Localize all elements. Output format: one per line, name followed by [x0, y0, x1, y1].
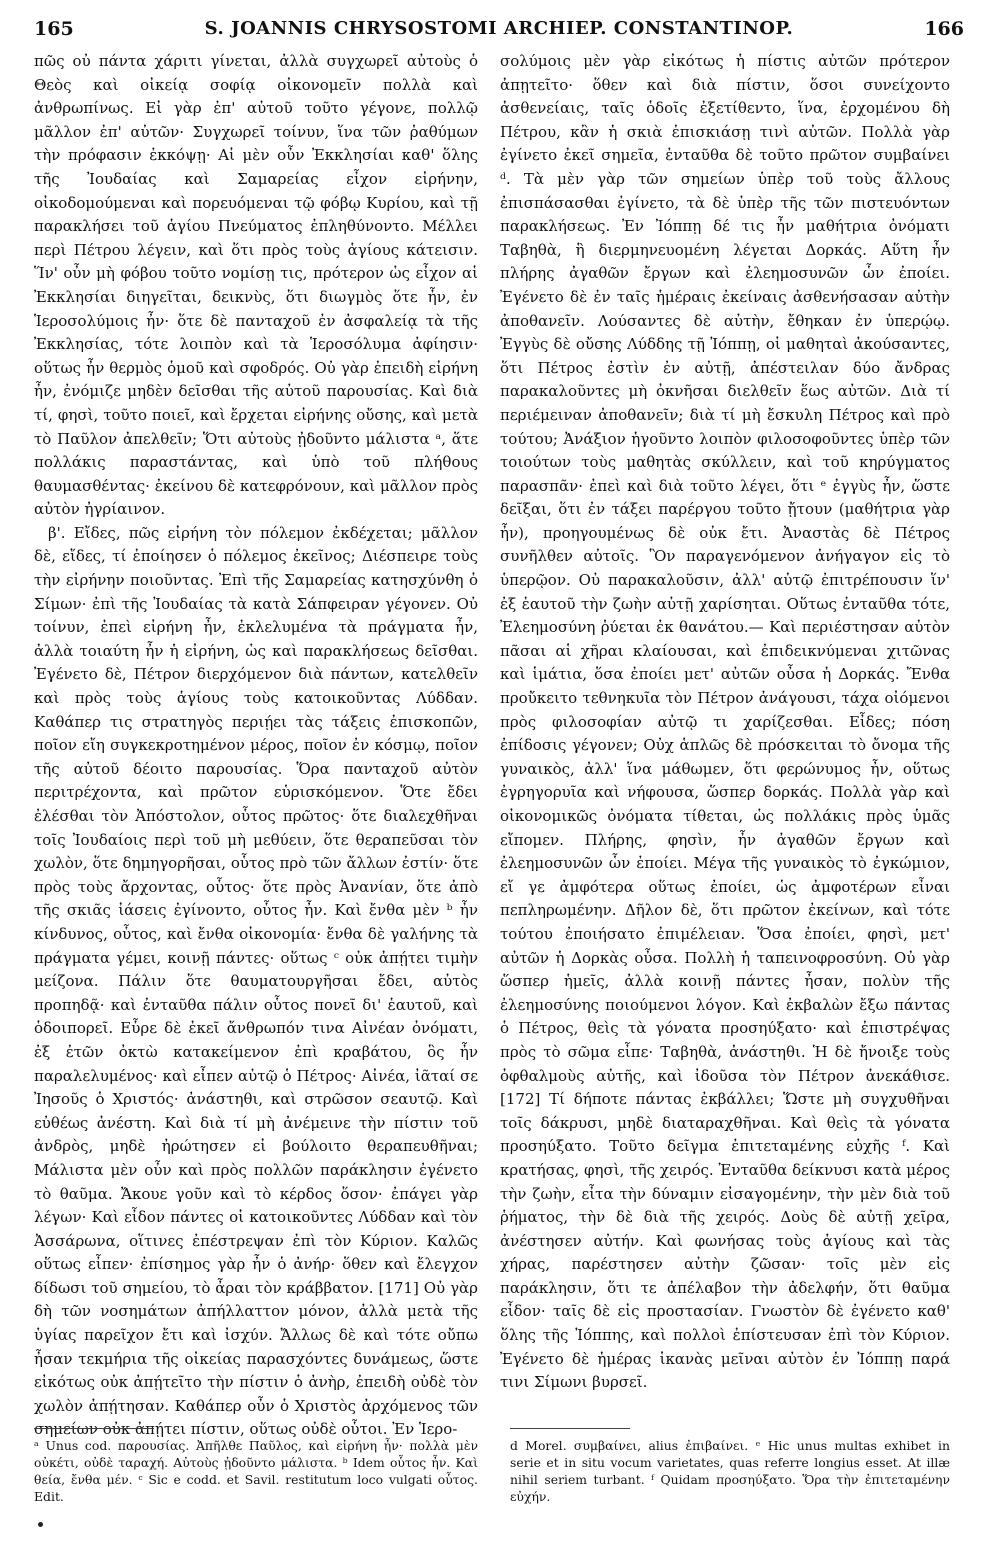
page-number-right: 166: [924, 18, 964, 40]
left-paragraph-2: β'. Εἴδες, πῶς εἰρήνη τὸν πόλεμον ἐκδέχεται; μᾶλλον δὲ, εἴδες, τί ἐποίησεν ὁ πόλεμος ἐκεῖνος; Διέσπειρε τοὺς τὴν εἰρήνην ποιοῦντας. Ἐπὶ τῆς Σαμαρείας κατησχύνθη ὁ Σίμων· ἐπὶ τῆς Ἰουδαίας τὰ κατὰ Σάπφειραν γέγονεν. Οὐ τοίνυν, ἐπεὶ εἰρήνη ἦν, ἐκλελυμένα τὰ πράγματα ἦν, ἀλλὰ τοιαύτη ἦν ἡ εἰρήνη, ὡς καὶ παρακλήσεως δεῖσθαι. Ἐγένετο δὲ, Πέτρον διερχόμενον διὰ πάντων, κατελθεῖν καὶ πρὸς τοὺς ἁγίους τοὺς κατοικοῦντας Λύδδαν. Καθάπερ τις στρατηγὸς περιῄει τὰς τάξεις ἐπισκοπῶν, ποῖον εἴη συγκεκροτημένον μέρος, ποῖον ἐν κόσμῳ, ποῖον τῆς αὐτοῦ δέοιτο παρουσίας. Ὅρα πανταχοῦ αὐτὸν περιτρέχοντα, καὶ πρῶτον εὑρισκόμενον. Ὅτε ἔδει ἐλέσθαι τὸν Ἀπόστολον, οὗτος πρῶτος· ὅτε διαλεχθῆναι τοῖς Ἰουδαίοις περὶ τοῦ μὴ μεθύειν, ὅτε θεραπεῦσαι τὸν χωλὸν, ὅτε δημηγορῆσαι, οὗτος πρὸ τῶν ἄλλων ἐστίν· ὅτε πρὸς τοὺς ἄρχοντας, οὗτος· ὅτε πρὸς Ἀνανίαν, ὅτε ἀπὸ τῆς σκιᾶς ἰάσεις ἐγίνοντο, οὗτος ἦν. Καὶ ἔνθα μὲν ᵇ ἦν κίνδυνος, οὗτος, καὶ ἔνθα οἰκονομία· ἔνθα δὲ γαλήνης τὰ πράγματα γέμει, κοινῇ πάντες· οὕτως ᶜ οὐκ ἀπῄτει τιμὴν μείζονα. Πάλιν ὅτε θαυματουργῆσαι ἔδει, αὐτὸς προπηδᾷ· καὶ ἐνταῦθα πάλιν οὗτος πονεῖ δι' ἑαυτοῦ, καὶ ὁδοιπορεῖ. Εὗρε δὲ ἐκεῖ ἄνθρωπόν τινα Αἰνέαν ὀνόματι, ἐξ ἐτῶν ὀκτὼ κατακείμενον ἐπὶ κραβάτου, ὃς ἦν παραλελυμένος· καὶ εἶπεν αὐτῷ ὁ Πέτρος· Αἰνέα, ἰᾶταί σε Ἰησοῦς ὁ Χριστός· ἀνάστηθι, καὶ στρῶσον σεαυτῷ. Καὶ εὐθέως ἀνέστη. Καὶ διὰ τί μὴ ἀνέμεινε τὴν πίστιν τοῦ ἀνδρὸς, μηδὲ ἠρώτησεν εἰ βούλοιτο θεραπευθῆναι; Μάλιστα μὲν οὖν καὶ πρὸς πολλῶν παράκλησιν ἐγένετο τὸ θαῦμα. Ἄκουε γοῦν καὶ τὸ κέρδος ὅσον· ἐπάγει γὰρ λέγων· Καὶ εἶδον πάντες οἱ κατοικοῦντες Λύδδαν καὶ τὸν Ἀσσάρωνα, οἵτινες ἐπέστρεψαν ἐπὶ τὸν Κύριον. Καλῶς οὕτως εἶπεν· ἐπίσημος γὰρ ἦν ὁ ἀνήρ· ὅθεν καὶ ἔλεγχον δίδωσι τοῦ σημείου, τὸ ἆραι τὸν κράββατον. [171] Οὐ γὰρ δὴ τῶν νοσημάτων ἀπήλλαττον μόνον, ἀλλὰ μετὰ τῆς ὑγίας παρεῖχον ἔτι καὶ ἰσχύν. Ἄλλως δὲ καὶ τότε οὔπω ἦσαν τεκμήρια τῆς οἰκείας παρασχόντες δυνάμεως, ὥστε εἰκότως οὐκ ἀπῄτεῖτο τὴν πίστιν ὁ ἀνὴρ, ἐπειδὴ οὐδὲ τὸν χωλὸν ἀπῄτησαν. Καθάπερ οὖν ὁ Χριστὸς ἀρχόμενος τῶν σημείων οὐκ ἀπῄτει πίστιν, οὕτως οὐδὲ οὗτοι. Ἐν Ἱερο-: [34, 523, 478, 1439]
footnote-rule-left: [34, 1428, 154, 1429]
margin-dot: [38, 1522, 43, 1527]
left-column: [34, 50, 478, 1442]
footnotes-left: ᵃ Unus cod. παρουσίας. Ἀπῆλθε Παῦλος, καὶ εἰρήνη ἦν· πολλὰ μὲν οὐκέτι, οὐδὲ ταραχή. Αὐτοὺς ᾐδοῦντο μάλιστα. ᵇ Idem οὗτος ἦν. Καὶ θεία, ἔνθα μέν. ᶜ Sic e codd. et Savil. restitutum loco vulgati οὗτος. Edit.: [34, 1438, 478, 1504]
right-paragraph-1: σολύμοις μὲν γὰρ εἰκότως ἡ πίστις αὐτῶν πρότερον ἀπῃτεῖτο· ὅθεν καὶ διὰ πίστιν, ὅσοι συνείχοντο ἀσθενείαις, ταῖς ὁδοῖς ἐξετίθεντο, ἵνα, ἐρχομένου δὴ Πέτρου, κἂν ἡ σκιὰ ἐπισκιάσῃ τινὶ αὐτῶν. Πολλὰ γὰρ ἐγίνετο ἐκεῖ σημεῖα, ἐνταῦθα δὲ τοῦτο πρῶτον συμβαίνει ᵈ. Τὰ μὲν γὰρ τῶν σημείων ὑπὲρ τοῦ τοὺς ἄλλους ἐπισπάσασθαι ἐγίνετο, τὰ δὲ ὑπὲρ τῆς τῶν πιστευόντων παρακλήσεως. Ἐν Ἰόππῃ δέ τις ἦν μαθήτρια ὀνόματι Ταβηθὰ, ἣ διερμηνευομένη λέγεται Δορκάς. Αὕτη ἦν πλήρης ἀγαθῶν ἔργων καὶ ἐλεημοσυνῶν ὧν ἐποίει. Ἐγένετο δὲ ἐν ταῖς ἡμέραις ἐκείναις ἀσθενήσασαν αὐτὴν ἀποθανεῖν. Λούσαντες δὲ αὐτὴν, ἔθηκαν ἐν ὑπερῴῳ. Ἐγγὺς δὲ οὔσης Λύδδης τῇ Ἰόππῃ, οἱ μαθηταὶ ἀκούσαντες, ὅτι Πέτρος ἐστὶν ἐν αὐτῇ, ἀπέστειλαν δύο ἄνδρας παρακαλοῦντες μὴ ὀκνῆσαι διελθεῖν ἕως αὐτῶν. Διὰ τί περιέμειναν ἀποθανεῖν; διὰ τί μὴ ἔσκυλη Πέτρος καὶ πρὸ τούτου; Ἀνάξιον ἡγοῦντο λοιπὸν φιλοσοφοῦντες ὑπὲρ τῶν τοιούτων τοὺς μαθητὰς σκύλλειν, καὶ τοῦ κηρύγματος παρασπᾶν· ἐπεὶ καὶ διὰ τοῦτο λέγει, ὅτι ᵉ ἐγγὺς ἦν, ὥστε δεῖξαι, ὅτι ἐν τάξει παρέργου τοῦτο ᾔτουν (μαθήτρια γὰρ ἦν), προηγουμένως δὲ οὐκ ἔτι. Ἀναστὰς δὲ Πέτρος συνῆλθεν αὐτοῖς. Ὃν παραγενόμενον ἀνήγαγον εἰς τὸ ὑπερῷον. Οὐ παρακαλοῦσιν, ἀλλ' αὐτῷ ἐπιτρέπουσιν ἵν' ἐξ ἑαυτοῦ τὴν ζωὴν αὐτῇ χαρίσηται. Οὕτως ἐνταῦθα τότε, Ἐλεημοσύνη ῥύεται ἐκ θανάτου.— Καὶ περιέστησαν αὐτὸν πᾶσαι αἱ χῆραι κλαίουσαι, καὶ ἐπιδεικνύμεναι χιτῶνας καὶ ἱμάτια, ὅσα ἐποίει μετ' αὐτῶν οὖσα ἡ Δορκάς. Ἔνθα προὔκειτο τεθνηκυῖα τὸν Πέτρον ἀνάγουσι, τάχα οἰόμενοι πρὸς φιλοσοφίαν αὐτῷ τι χαρίζεσθαι. Εἶδες; πόση ἐπίδοσις γέγονεν; Οὐχ ἁπλῶς δὲ πρόσκειται τὸ ὄνομα τῆς γυναικὸς, ἀλλ' ἵνα μάθωμεν, ὅτι φερώνυμος ἦν, οὕτως ἐγρηγορυῖα καὶ νήφουσα, ὥσπερ δορκάς. Πολλὰ γὰρ καὶ οἰκονομικῶς ὀνόματα τίθεται, ὡς πολλάκις πρὸς ὑμᾶς εἴπομεν. Πλήρης, φησὶν, ἦν ἀγαθῶν ἔργων καὶ ἐλεημοσυνῶν ὧν ἐποίει. Μέγα τῆς γυναικὸς τὸ ἐγκώμιον, εἴ γε ἀμφότερα οὕτως ἐποίει, ὡς ἀμφοτέρων εἶναι πεπληρωμένην. Δῆλον δὲ, ὅτι πρῶτον ἐκείνων, καὶ τότε τούτου ἐποιήσατο ἐπιμέλειαν. Ὅσα ἐποίει, φησὶ, μετ' αὐτῶν ἡ Δορκὰς οὖσα. Πολλὴ ἡ ταπεινοφροσύνη. Οὐ γὰρ ὥσπερ ἡμεῖς, ἀλλὰ κοινῇ πάντες ἦσαν, πολὺν τῆς ἐλεημοσύνης ποιούμενοι λόγον. Καὶ ἐκβαλὼν ἔξω πάντας ὁ Πέτρος, θεὶς τὰ γόνατα προσηύξατο· καὶ ἐπιστρέψας πρὸς τὸ σῶμα εἶπε· Ταβηθὰ, ἀνάστηθι. Ἡ δὲ ἤνοιξε τοὺς ὀφθαλμοὺς αὐτῆς, καὶ ἰδοῦσα τὸν Πέτρον ἀνεκάθισε. [172] Τί δήποτε πάντας ἐκβάλλει; Ὥστε μὴ συγχυθῆναι τοῖς δάκρυσι, μηδὲ διαταραχθῆναι. Καὶ θεὶς τὰ γόνατα προσηύξατο. Τοῦτο δεῖγμα ἐπιτεταμένης εὐχῆς ᶠ. Καὶ κρατήσας, φησὶ, τῆς χειρός. Ἐνταῦθα δείκνυσι κατὰ μέρος τὴν ζωὴν, εἶτα τὴν δύναμιν εἰσαγομένην, τὴν μὲν διὰ τοῦ ῥήματος, τὴν δὲ διὰ τῆς χειρός. Δοὺς δὲ αὐτῇ χεῖρα, ἀνέστησεν αὐτήν. Καὶ φωνήσας τοὺς ἁγίους καὶ τὰς χήρας, παρέστησεν αὐτὴν ζῶσαν· τοῖς μὲν εἰς παράκλησιν, ὅτι τε ἀπέλαβον τὴν ἀδελφήν, ὅτι θαῦμα εἶδον· ταῖς δὲ εἰς προστασίαν. Γνωστὸν δὲ ἐγένετο καθ' ὅλης τῆς Ἰόππης, καὶ πολλοὶ ἐπίστευσαν ἐπὶ τὸν Κύριον. Ἐγένετο δὲ ἡμέρας ἱκανὰς μεῖναι αὐτὸν ἐν Ἰόππῃ παρά τινι Σίμωνι βυρσεῖ.: [500, 52, 950, 1392]
right-column: [500, 50, 950, 1395]
footnote-rule-right: [510, 1428, 630, 1429]
page-number-left: 165: [34, 18, 74, 40]
running-head: S. JOANNIS CHRYSOSTOMI ARCHIEP. CONSTANTINOP.: [204, 18, 794, 39]
footnotes-right: d Morel. συμβαίνει, alius ἐπιβαίνει. ᵉ Hic unus multas exhibet in serie et in situ vocum varietates, quas referre longius esset. At illæ nihil seriem turbant. ᶠ Quidam προσηύξατο. Ὅρα τὴν ἐπιτεταμένην εὐχήν.: [510, 1438, 950, 1504]
page-header: [34, 8, 964, 42]
left-paragraph-1: πῶς οὐ πάντα χάριτι γίνεται, ἀλλὰ συγχωρεῖ αὐτοὺς ὁ Θεὸς καὶ οἰκείᾳ σοφίᾳ οἰκονομεῖν πολλὰ καὶ ἀνθρωπίνως. Εἰ γὰρ ἐπ' αὐτοῦ τοῦτο γέγονε, πολλῷ μᾶλλον ἐπ' αὐτῶν· Συγχωρεῖ τοίνυν, ἵνα τῶν ῥαθύμων τὴν πρόφασιν ἐκκόψῃ· Αἱ μὲν οὖν Ἐκκλησίαι καθ' ὅλης τῆς Ἰουδαίας καὶ Σαμαρείας εἶχον εἰρήνην, οἰκοδομούμεναι καὶ πορευόμεναι τῷ φόβῳ Κυρίου, καὶ τῇ παρακλήσει τοῦ ἁγίου Πνεύματος ἐπληθύνοντο. Μέλλει περὶ Πέτρου λέγειν, καὶ ὅτι πρὸς τοὺς ἁγίους κάτεισιν. Ἵν' οὖν μὴ φόβου τοῦτο νομίσῃ τις, πρότερον ὡς εἶχον αἱ Ἐκκλησίαι διηγεῖται, δεικνὺς, ὅτι διωγμὸς ὅτε ἦν, ἐν Ἱεροσολύμοις ἦν· ὅτε δὲ πανταχοῦ ἐν ἀσφαλείᾳ τὰ τῆς Ἐκκλησίας, τότε λοιπὸν καὶ τὰ Ἱεροσόλυμα ἀφίησιν· οὕτως ἦν θερμὸς ὁμοῦ καὶ σφοδρός. Οὐ γὰρ ἐπειδὴ εἰρήνη ἦν, ἐνόμιζε μηδὲν δεῖσθαι τῆς αὐτοῦ παρουσίας. Καὶ διὰ τί, φησὶ, τοῦτο ποιεῖ, καὶ ἔρχεται εἰρήνης οὔσης, καὶ μετὰ τὸ Παῦλον ἀπελθεῖν; Ὅτι αὐτοὺς ᾐδοῦντο μάλιστα ᵃ, ἅτε πολλάκις παραστάντας, καὶ ὑπὸ τοῦ πλήθους θαυμασθέντας· ἐκείνου δὲ κατεφρόνουν, καὶ μᾶλλον πρὸς αὐτὸν ἠγρίαινον.: [34, 52, 478, 519]
